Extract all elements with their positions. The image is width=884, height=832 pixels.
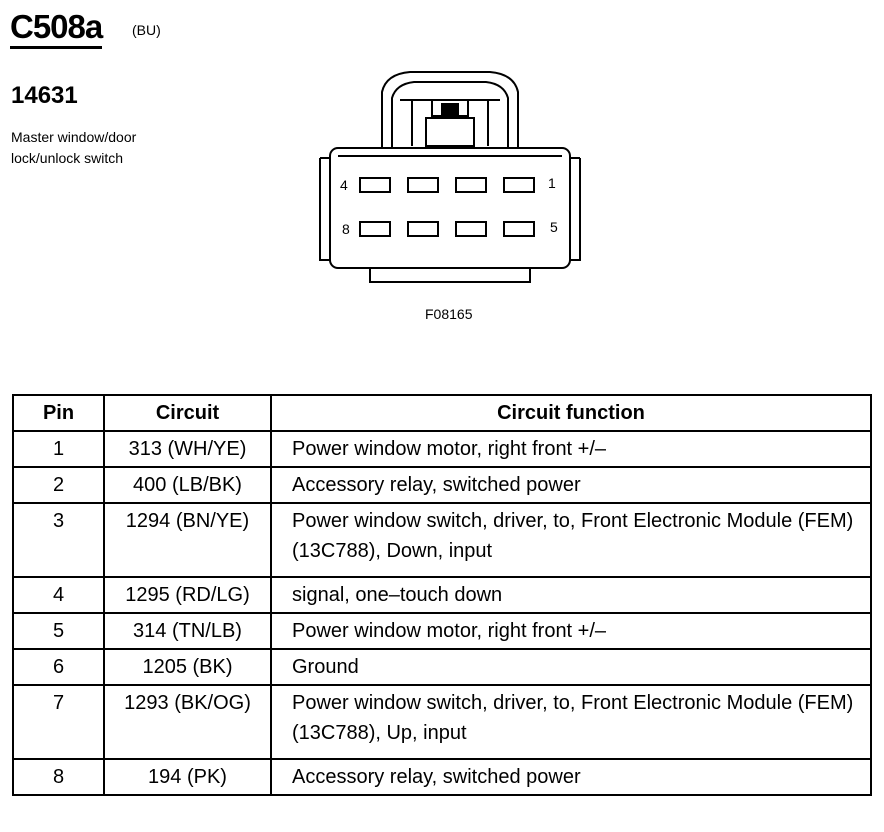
pin-label-5: 5 xyxy=(550,219,558,235)
function-cell: Power window motor, right front +/– xyxy=(271,431,871,467)
connector-body xyxy=(330,148,570,268)
circuit-cell: 1293 (BK/OG) xyxy=(104,685,271,759)
connector-color-code: (BU) xyxy=(132,22,161,38)
function-cell: Accessory relay, switched power xyxy=(271,759,871,795)
circuit-cell: 1205 (BK) xyxy=(104,649,271,685)
connector-key xyxy=(370,268,530,282)
table-row xyxy=(13,613,871,649)
connector-face-diagram xyxy=(300,70,600,300)
header-pin: Pin xyxy=(13,395,104,431)
function-cell: signal, one–touch down xyxy=(271,577,871,613)
pin-cell: 1 xyxy=(13,431,104,467)
table-row xyxy=(13,431,871,467)
pin-cell: 4 xyxy=(13,577,104,613)
component-description xyxy=(11,127,181,169)
circuit-cell: 1294 (BN/YE) xyxy=(104,503,271,577)
pin-label-4: 4 xyxy=(340,177,348,193)
pin-cell: 5 xyxy=(13,613,104,649)
function-cell: Power window switch, driver, to, Front Electronic Module (FEM) (13C788), Down, input xyxy=(271,503,871,577)
function-cell: Ground xyxy=(271,649,871,685)
circuit-cell: 400 (LB/BK) xyxy=(104,467,271,503)
table-row xyxy=(13,503,871,577)
table-row xyxy=(13,759,871,795)
pin-cell: 6 xyxy=(13,649,104,685)
header-circuit: Circuit xyxy=(104,395,271,431)
header-circuit-function: Circuit function xyxy=(271,395,871,431)
pin-label-8: 8 xyxy=(342,221,350,237)
circuit-cell: 194 (PK) xyxy=(104,759,271,795)
pin-cell: 8 xyxy=(13,759,104,795)
function-cell: Accessory relay, switched power xyxy=(271,467,871,503)
circuit-cell: 313 (WH/YE) xyxy=(104,431,271,467)
table-row xyxy=(13,577,871,613)
circuit-cell: 1295 (RD/LG) xyxy=(104,577,271,613)
table-row xyxy=(13,685,871,759)
pin-label-1: 1 xyxy=(548,175,556,191)
function-cell: Power window switch, driver, to, Front Electronic Module (FEM) (13C788), Up, input xyxy=(271,685,871,759)
description-line-2: lock/unlock switch xyxy=(11,150,124,166)
pin-cell: 3 xyxy=(13,503,104,577)
table-header-row xyxy=(13,395,871,431)
pin-cell: 7 xyxy=(13,685,104,759)
table-row xyxy=(13,467,871,503)
table-row xyxy=(13,649,871,685)
pin-table xyxy=(12,394,872,796)
part-number: 14631 xyxy=(11,82,78,109)
pin-cell: 2 xyxy=(13,467,104,503)
connector-id: C508a xyxy=(10,10,102,49)
circuit-cell: 314 (TN/LB) xyxy=(104,613,271,649)
description-line-1: Master window/door xyxy=(11,129,137,145)
function-cell: Power window motor, right front +/– xyxy=(271,613,871,649)
figure-code: F08165 xyxy=(425,306,473,322)
